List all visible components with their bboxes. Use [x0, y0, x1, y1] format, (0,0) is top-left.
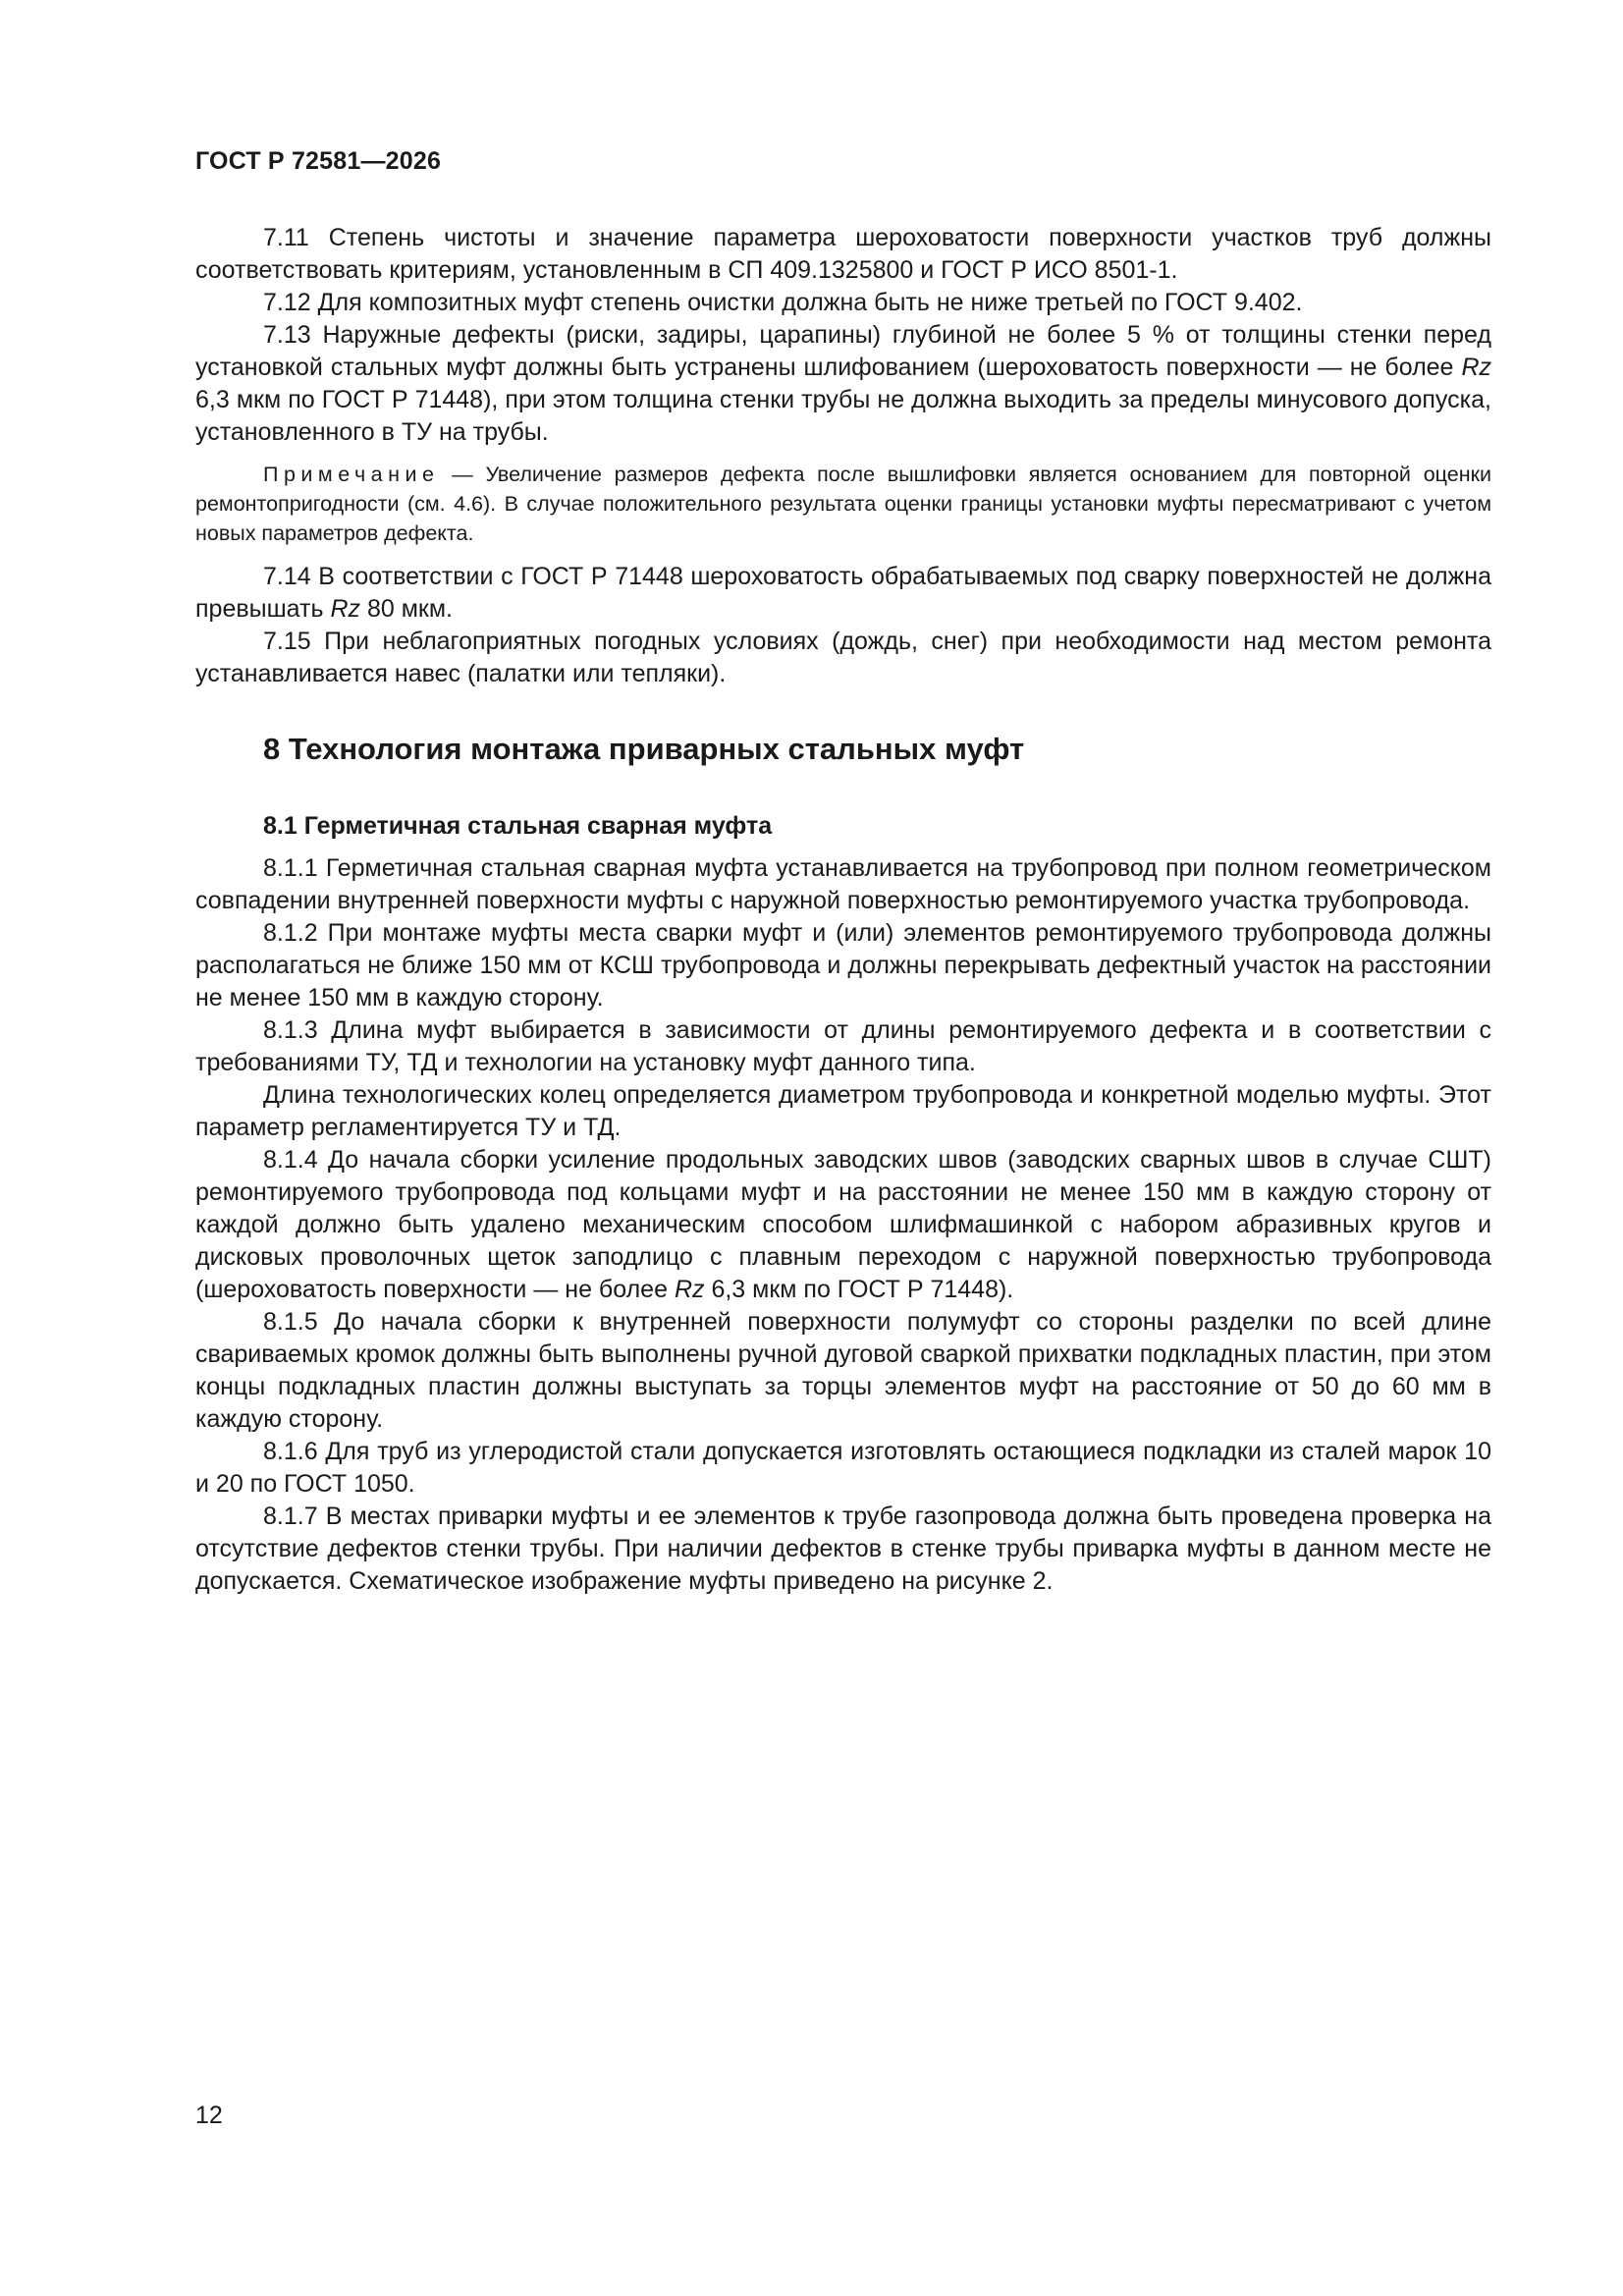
page-number: 12	[195, 2102, 223, 2129]
paragraph-7-11: 7.11 Степень чистоты и значение параметра шероховатости поверхности участков труб должны соответствовать критериям, установленным в СП 409.1325800 и ГОСТ Р ИСО 8501-1.	[195, 224, 1491, 284]
rz-symbol: Rz	[330, 595, 360, 623]
paragraph-7-14-text: 7.14 В соответствии с ГОСТ Р 71448 шероховатость обрабатываемых под сварку поверхностей не должна превышать	[195, 563, 1491, 623]
paragraph-7-13	[195, 319, 1491, 449]
paragraph-8-1-6: 8.1.6 Для труб из углеродистой стали допускается изготовлять остающиеся подкладки из сталей марок 10 и 20 по ГОСТ 1050.	[195, 1438, 1491, 1498]
paragraph-8-1-2: 8.1.2 При монтаже муфты места сварки муфт и (или) элементов ремонтируемого трубопровода должны располагаться не ближе 150 мм от КСШ трубопровода и должны перекрывать дефектный участок на расстоянии не менее 150 мм в каждую сторону.	[195, 919, 1491, 1011]
paragraph-7-13-text: 7.13 Наружные дефекты (риски, задиры, царапины) глубиной не более 5 % от толщины стенки перед установкой стальных муфт должны быть устранены шлифованием (шероховатость поверхности — не более	[195, 321, 1491, 381]
paragraph-8-1-4-text-end: 6,3 мкм по ГОСТ Р 71448).	[704, 1276, 1014, 1303]
subsection-8-1-title: 8.1 Герметичная стальная сварная муфта	[263, 812, 773, 840]
note	[195, 460, 1491, 548]
paragraph-8-1-4	[195, 1144, 1491, 1306]
paragraph-8-1-1: 8.1.1 Герметичная стальная сварная муфта устанавливается на трубопровод при полном геометрическом совпадении внутренней поверхности муфты с наружной поверхностью ремонтируемого участка трубопровода.	[195, 854, 1491, 914]
note-label: Примечание	[263, 463, 440, 486]
section-8-title: 8 Технология монтажа приварных стальных муфт	[263, 732, 1025, 766]
paragraph-8-1-7: 8.1.7 В местах приварки муфты и ее элементов к трубе газопровода должна быть проведена проверка на отсутствие дефектов стенки трубы. При наличии дефектов в стенке трубы приварка муфты в данном месте не допускается. Схематическое изображение муфты приведено на рисунке 2.	[195, 1503, 1491, 1595]
paragraph-8-1-3-continued: Длина технологических колец определяется диаметром трубопровода и конкретной моделью муфты. Этот параметр регламентируется ТУ и ТД.	[195, 1081, 1491, 1141]
paragraph-7-15: 7.15 При неблагоприятных погодных условиях (дождь, снег) при необходимости над местом ремонта устанавливается навес (палатки или тепляки).	[195, 628, 1491, 687]
rz-symbol: Rz	[674, 1276, 705, 1303]
paragraph-7-14-text-end: 80 мкм.	[360, 595, 453, 623]
paragraph-8-1-4-text: 8.1.4 До начала сборки усиление продольных заводских швов (заводских сварных швов в случае СШТ) ремонтируемого трубопровода под кольцами муфт и на расстоянии не менее 150 мм в каждую сторону от каждой должно быть удалено механическим способом шлифмашинкой с набором абразивных кругов и дисковых проволочных щеток заподлицо с плавным переходом с наружной поверхностью трубопровода (шероховатость поверхности — не более	[195, 1146, 1491, 1303]
paragraph-8-1-5: 8.1.5 До начала сборки к внутренней поверхности полумуфт со стороны разделки по всей длине свариваемых кромок должны быть выполнены ручной дуговой сваркой прихватки подкладных пластин, при этом концы подкладных пластин должны выступать за торцы элементов муфт на расстояние от 50 до 60 мм в каждую сторону.	[195, 1308, 1491, 1433]
note-text: — Увеличение размеров дефекта после вышлифовки является основанием для повторной оценки ремонтопригодности (см. 4.6). В случае положительного результата оценки границы установки муфты пересматривают с учетом новых параметров дефекта.	[195, 463, 1491, 545]
paragraph-7-13-text-end: 6,3 мкм по ГОСТ Р 71448), при этом толщина стенки трубы не должна выходить за пределы минусового допуска, установленного в ТУ на трубы.	[195, 386, 1491, 446]
rz-symbol: Rz	[1461, 354, 1491, 381]
paragraph-7-12: 7.12 Для композитных муфт степень очистки должна быть не ниже третьей по ГОСТ 9.402.	[263, 289, 1303, 316]
document-body	[195, 222, 1491, 1598]
paragraph-7-14	[195, 561, 1491, 626]
document-code: ГОСТ Р 72581—2026	[195, 147, 442, 175]
paragraph-8-1-3: 8.1.3 Длина муфт выбирается в зависимости от длины ремонтируемого дефекта и в соответствии с требованиями ТУ, ТД и технологии на установку муфт данного типа.	[195, 1016, 1491, 1076]
